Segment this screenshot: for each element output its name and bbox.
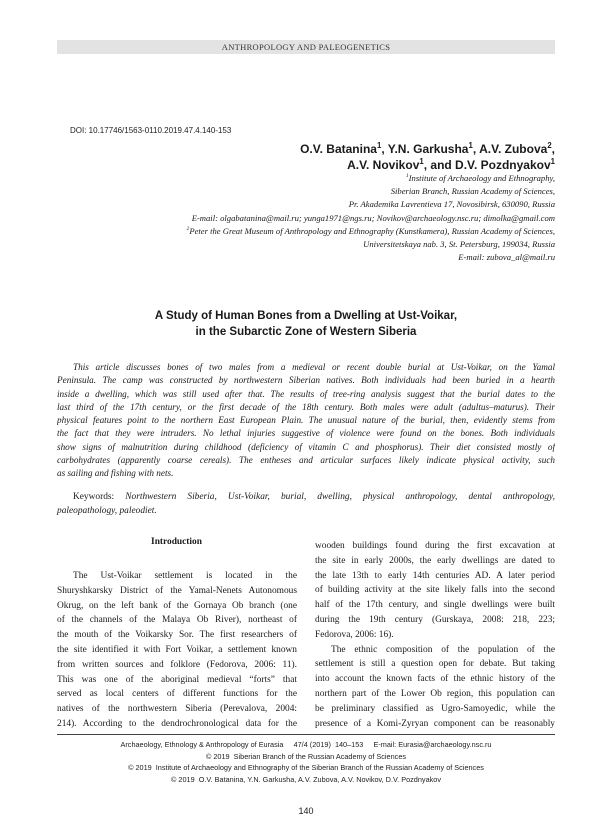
affiliation-text: E-mail: zubova_al@mail.ru — [458, 252, 555, 263]
footer-line: © 2019 O.V. Batanina, Y.N. Garkusha, A.V. Zubova, A.V. Novikov, D.V. Pozdnyakov — [171, 774, 441, 784]
body-line: The ethnic composition of the population of the — [331, 644, 555, 655]
title-line-1: A Study of Human Bones from a Dwelling at Ust-Voikar, — [154, 310, 458, 322]
affiliation-line — [187, 212, 555, 225]
abstract — [57, 361, 555, 481]
affiliation-sup: 1 — [405, 173, 409, 180]
affiliation-line — [187, 198, 555, 211]
footer — [57, 739, 555, 785]
affiliation-line — [187, 225, 555, 238]
keywords-label: Keywords: — [73, 492, 115, 502]
body-line: of the channels of the Malaya Ob River), northeast of — [57, 615, 297, 626]
body-line: the site identified it with Fort Voikar, a settlement known — [57, 644, 297, 655]
abstract-line: Peninsula. The camp was constructed by northwestern Siberian natives. Both individuals had been buried in a hearth — [57, 375, 555, 386]
abstract-line: This article discusses bones of two males from a medieval or recent double burial at Ust-Voikar, on the Yamal — [73, 362, 555, 372]
affiliation-text: Peter the Great Museum of Anthropology and Ethnography (Kunstkamera), Russian Academy of Sciences, — [189, 225, 555, 236]
body-line: presence of a Komi-Zyryan component can be reasonably — [315, 718, 555, 729]
body-line: the mouth of the Voikarsky Sor. The first researchers of — [57, 630, 297, 641]
footer-line: Archaeology, Ethnology & Anthropology of Eurasia 47/4 (2019) 140–153 E-mail: Eurasia@archaeology.nsc.ru — [120, 740, 492, 749]
keywords — [57, 491, 555, 518]
authors-line-2: A.V. Novikov$^1$, and D.V. Pozdnyakov$^1$ — [347, 157, 555, 172]
footer-rule — [57, 734, 555, 735]
body-line: the late 13th to early 14th centuries AD. A later period — [315, 570, 555, 581]
body-line: from written sources and folklore (Fedorova, 2006: 11). — [57, 659, 297, 670]
body-line: The Ust-Voikar settlement is located in the — [73, 571, 297, 581]
authors — [300, 141, 555, 173]
affiliations — [187, 172, 555, 264]
body-line: half of the 17th century, and single dwellings were built — [315, 600, 555, 611]
author: and D.V. Pozdnyakov — [430, 158, 551, 172]
authors-line-1: O.V. Batanina$^1$, Y.N. Garkusha$^1$, A.V. Zubova$^2$, — [300, 141, 555, 156]
body-line: Shuryshkarsky District of the Yamal-Nenets Autonomous — [57, 585, 297, 596]
body-line: wooden buildings found during the first excavation at — [315, 541, 555, 551]
body-line: during the 19th century (Gurskaya, 2008: 218, 223; — [315, 614, 555, 625]
affiliation-line — [187, 185, 555, 198]
abstract-line: carbohydrates (apparently coarse cereals). The entheses and articular surfaces likely indicate physical activity, such — [57, 455, 555, 466]
body-line: Okrug, on the left bank of the Gornaya Ob branch (one — [57, 600, 297, 611]
footer-line: © 2019 Institute of Archaeology and Ethnography of the Siberian Branch of the Russian Academy of Sciences — [128, 763, 484, 773]
body-line: settlement is still a question open for debate. But taking — [315, 659, 555, 670]
affiliation-text: Institute of Archaeology and Ethnography, — [408, 173, 555, 183]
right-column — [315, 539, 555, 731]
article-title — [57, 308, 555, 340]
section-heading-introduction: Introduction — [151, 537, 202, 547]
affiliation-text: Pr. Akademika Lavrentieva 17, Novosibirsk, 630090, Russia — [348, 199, 555, 210]
page-number: 140 — [298, 806, 314, 816]
body-line: be preliminary classified as Ugro-Samoyedic, while the — [315, 703, 555, 714]
author-sup: 1 — [468, 141, 473, 150]
body-line: natives of the northwestern Siberia (Perevalova, 2004: — [57, 704, 297, 715]
body-line: northern part of the Lower Ob region, this population can — [315, 688, 555, 699]
affiliation-text: E-mail: olgabatanina@mail.ru; yunga1971@ngs.ru; Novikov@archaeology.nsc.ru; dimolka@gmail.com — [191, 212, 555, 223]
doi: DOI: 10.17746/1563-0110.2019.47.4.140-153 — [70, 126, 232, 135]
author: Y.N. Garkusha — [387, 142, 469, 156]
body-line: the site in early 2000s, the early dwellings are dated to — [315, 555, 555, 566]
author: A.V. Zubova — [479, 142, 548, 156]
abstract-line: the fact that they were intruders. No lethal injuries suggestive of violence were found on the bones. Both individuals — [57, 428, 555, 439]
body-line: This was one of the aboriginal medieval “forts” that — [57, 674, 297, 685]
author-sup: 1 — [419, 157, 424, 166]
footer-line: © 2019 Siberian Branch of the Russian Academy of Sciences — [205, 751, 407, 761]
author-sup: 1 — [550, 157, 555, 166]
title-line-2: in the Subarctic Zone of Western Siberia — [195, 326, 417, 338]
body-line: 214). According to the dendrochronological data for the — [57, 718, 297, 729]
affiliation-line — [187, 251, 555, 264]
abstract-line: physical features point to the northern East European Plain. The unusual nature of the burial, then, evidently stems from — [57, 415, 555, 426]
section-header: ANTHROPOLOGY AND PALEOGENETICS — [57, 40, 555, 54]
abstract-line: last third of the 17th century, or the first decade of the 18th century. Both males were adult (adultus–maturus). Their — [57, 401, 555, 412]
keywords-list: Northwestern Siberia, Ust-Voikar, burial, dwelling, physical anthropology, dental anthropology, — [125, 492, 556, 502]
affiliation-text: Universitetskaya nab. 3, St. Petersburg, 199034, Russia — [363, 239, 555, 250]
author: A.V. Novikov — [347, 158, 420, 172]
affiliation-line — [187, 238, 555, 251]
affiliation-line — [187, 172, 555, 185]
body-line: into account the known facts of the ethnic history of the — [315, 674, 555, 685]
affiliation-text: Siberian Branch, Russian Academy of Sciences, — [390, 186, 555, 197]
body-line: served as local centers of different functions for the — [57, 689, 297, 700]
body-line: Fedorova, 2006: 16). — [315, 629, 394, 640]
keywords-list-cont: paleopathology, paleodiet. — [57, 505, 157, 516]
abstract-line: show signs of malnutrition during childhood (deficiency of vitamin C and phosphorus). Their diet consisted mostly of — [57, 441, 555, 452]
author: O.V. Batanina — [300, 142, 377, 156]
abstract-line: as sailing and fishing with nets. — [57, 468, 174, 479]
body-line: of building activity at the site likely falls into the second — [315, 585, 555, 596]
author-sup: 1 — [376, 141, 382, 150]
abstract-line: inside a dwelling, which was still used after that. The results of tree-ring analysis suggest that the burial dates to the — [57, 388, 555, 399]
affiliation-sup: 2 — [186, 225, 190, 232]
author-sup: 2 — [547, 141, 552, 150]
left-column — [57, 569, 297, 732]
